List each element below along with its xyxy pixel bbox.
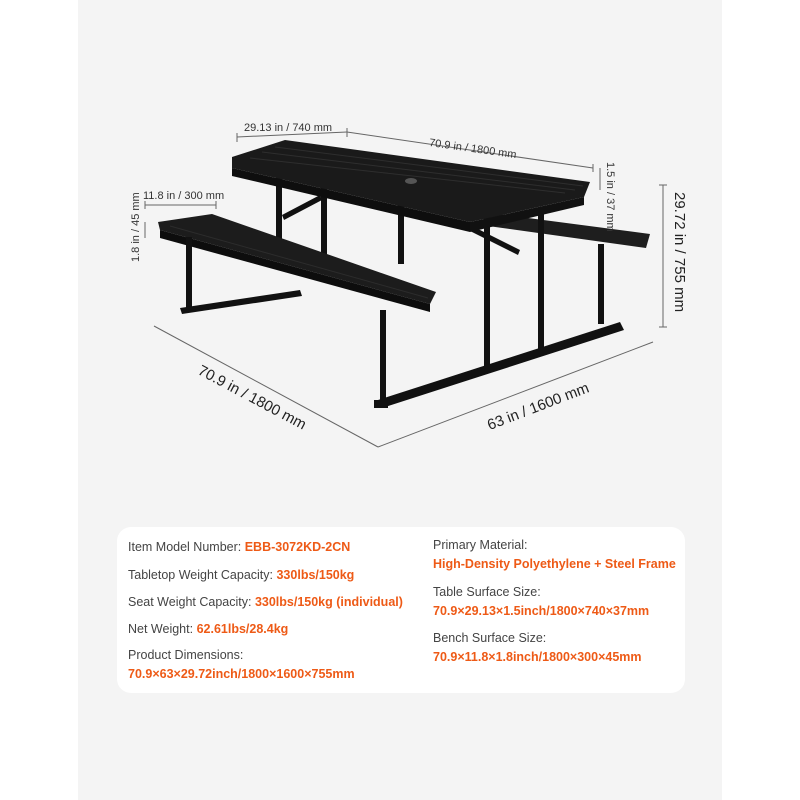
model-value: EBB-3072KD-2CN [244,540,351,554]
tabletop-value: 330lbs/150kg [276,568,355,582]
material-label: Primary Material: [433,538,528,552]
bench-surface-label: Bench Surface Size: [433,631,547,645]
material-value: High-Density Polyethylene + Steel Frame [433,557,676,571]
net-weight-value: 62.61lbs/28.4kg [196,622,289,636]
model-row [128,539,350,555]
product-dimensions-value: 70.9×63×29.72inch/1800×1600×755mm [128,667,355,681]
bench-thickness-label: 1.8 in / 45 mm [130,192,142,262]
bench-width-label: 11.8 in / 300 mm [143,190,225,202]
product-dimensions-label: Product Dimensions: [128,648,244,662]
top-thickness-label: 1.5 in / 37 mm [604,162,616,232]
total-height-label: 29.72 in / 755 mm [671,192,688,313]
spec-card [117,527,685,693]
top-length-label: 70.9 in / 1800 mm [428,137,518,162]
net-weight-label: Net Weight: [128,622,194,636]
model-label: Item Model Number: [128,540,242,554]
net-weight-row [128,621,288,637]
far-bench [488,213,650,324]
table-surface-label: Table Surface Size: [433,585,541,599]
bench-surface-value: 70.9×11.8×1.8inch/1800×300×45mm [433,650,642,664]
seat-label: Seat Weight Capacity: [128,595,252,609]
tabletop-label: Tabletop Weight Capacity: [128,568,273,582]
seat-row [128,594,403,610]
table-surface-value: 70.9×29.13×1.5inch/1800×740×37mm [433,604,650,618]
overall-width-label: 63 in / 1600 mm [485,379,592,434]
seat-value: 330lbs/150kg (individual) [254,595,403,609]
top-depth-label: 29.13 in / 740 mm [244,122,333,134]
overall-length-label: 70.9 in / 1800 mm [195,362,310,434]
tabletop-row [128,567,354,583]
